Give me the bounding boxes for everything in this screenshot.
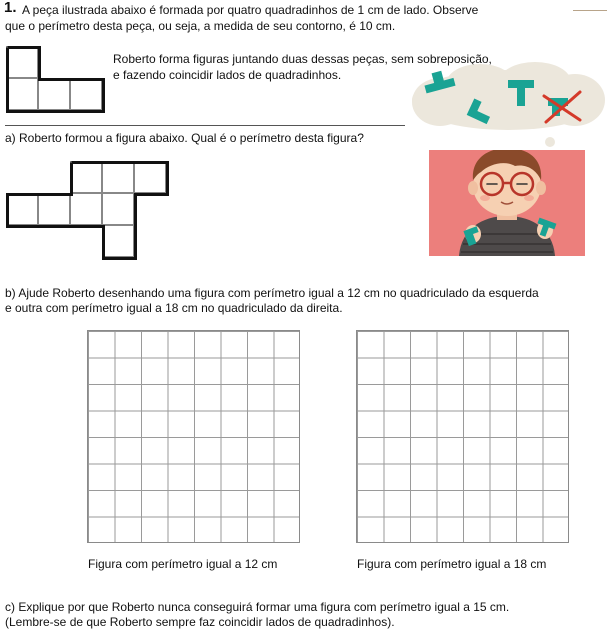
l-piece-outline xyxy=(6,46,106,114)
intro-line-2: que o perímetro desta peça, ou seja, a medida de seu contorno, é 10 cm. xyxy=(5,19,396,33)
separator-line xyxy=(5,125,405,126)
part-c-line-2: (Lembre-se de que Roberto sempre faz coincidir lados de quadradinhos). xyxy=(5,615,395,629)
roberto-line-1: Roberto forma figuras juntando duas dessas peças, sem sobreposição, xyxy=(113,52,492,66)
intro-line-1: A peça ilustrada abaixo é formada por quatro quadradinhos de 1 cm de lado. Observe xyxy=(22,3,479,17)
answer-box-edge xyxy=(573,10,607,11)
grid-left-12cm[interactable] xyxy=(87,330,300,543)
part-b-line-1: b) Ajude Roberto desenhando uma figura com perímetro igual a 12 cm no quadriculado da esquerda xyxy=(5,286,539,300)
caption-left: Figura com perímetro igual a 12 cm xyxy=(88,557,278,571)
part-a-text: a) Roberto formou a figura abaixo. Qual é o perímetro desta figura? xyxy=(5,131,364,145)
grid-right-18cm[interactable] xyxy=(356,330,569,543)
caption-right: Figura com perímetro igual a 18 cm xyxy=(357,557,547,571)
combined-figure-outline xyxy=(6,161,170,261)
thought-cloud xyxy=(410,62,606,162)
question-number: 1. xyxy=(4,0,17,16)
roberto-line-2: e fazendo coincidir lados de quadradinhos. xyxy=(113,68,342,82)
boy-illustration xyxy=(429,150,585,256)
part-b-line-2: e outra com perímetro igual a 18 cm no quadriculado da direita. xyxy=(5,301,343,315)
part-c-line-1: c) Explique por que Roberto nunca conseguirá formar uma figura com perímetro igual a 15 cm. xyxy=(5,600,510,614)
